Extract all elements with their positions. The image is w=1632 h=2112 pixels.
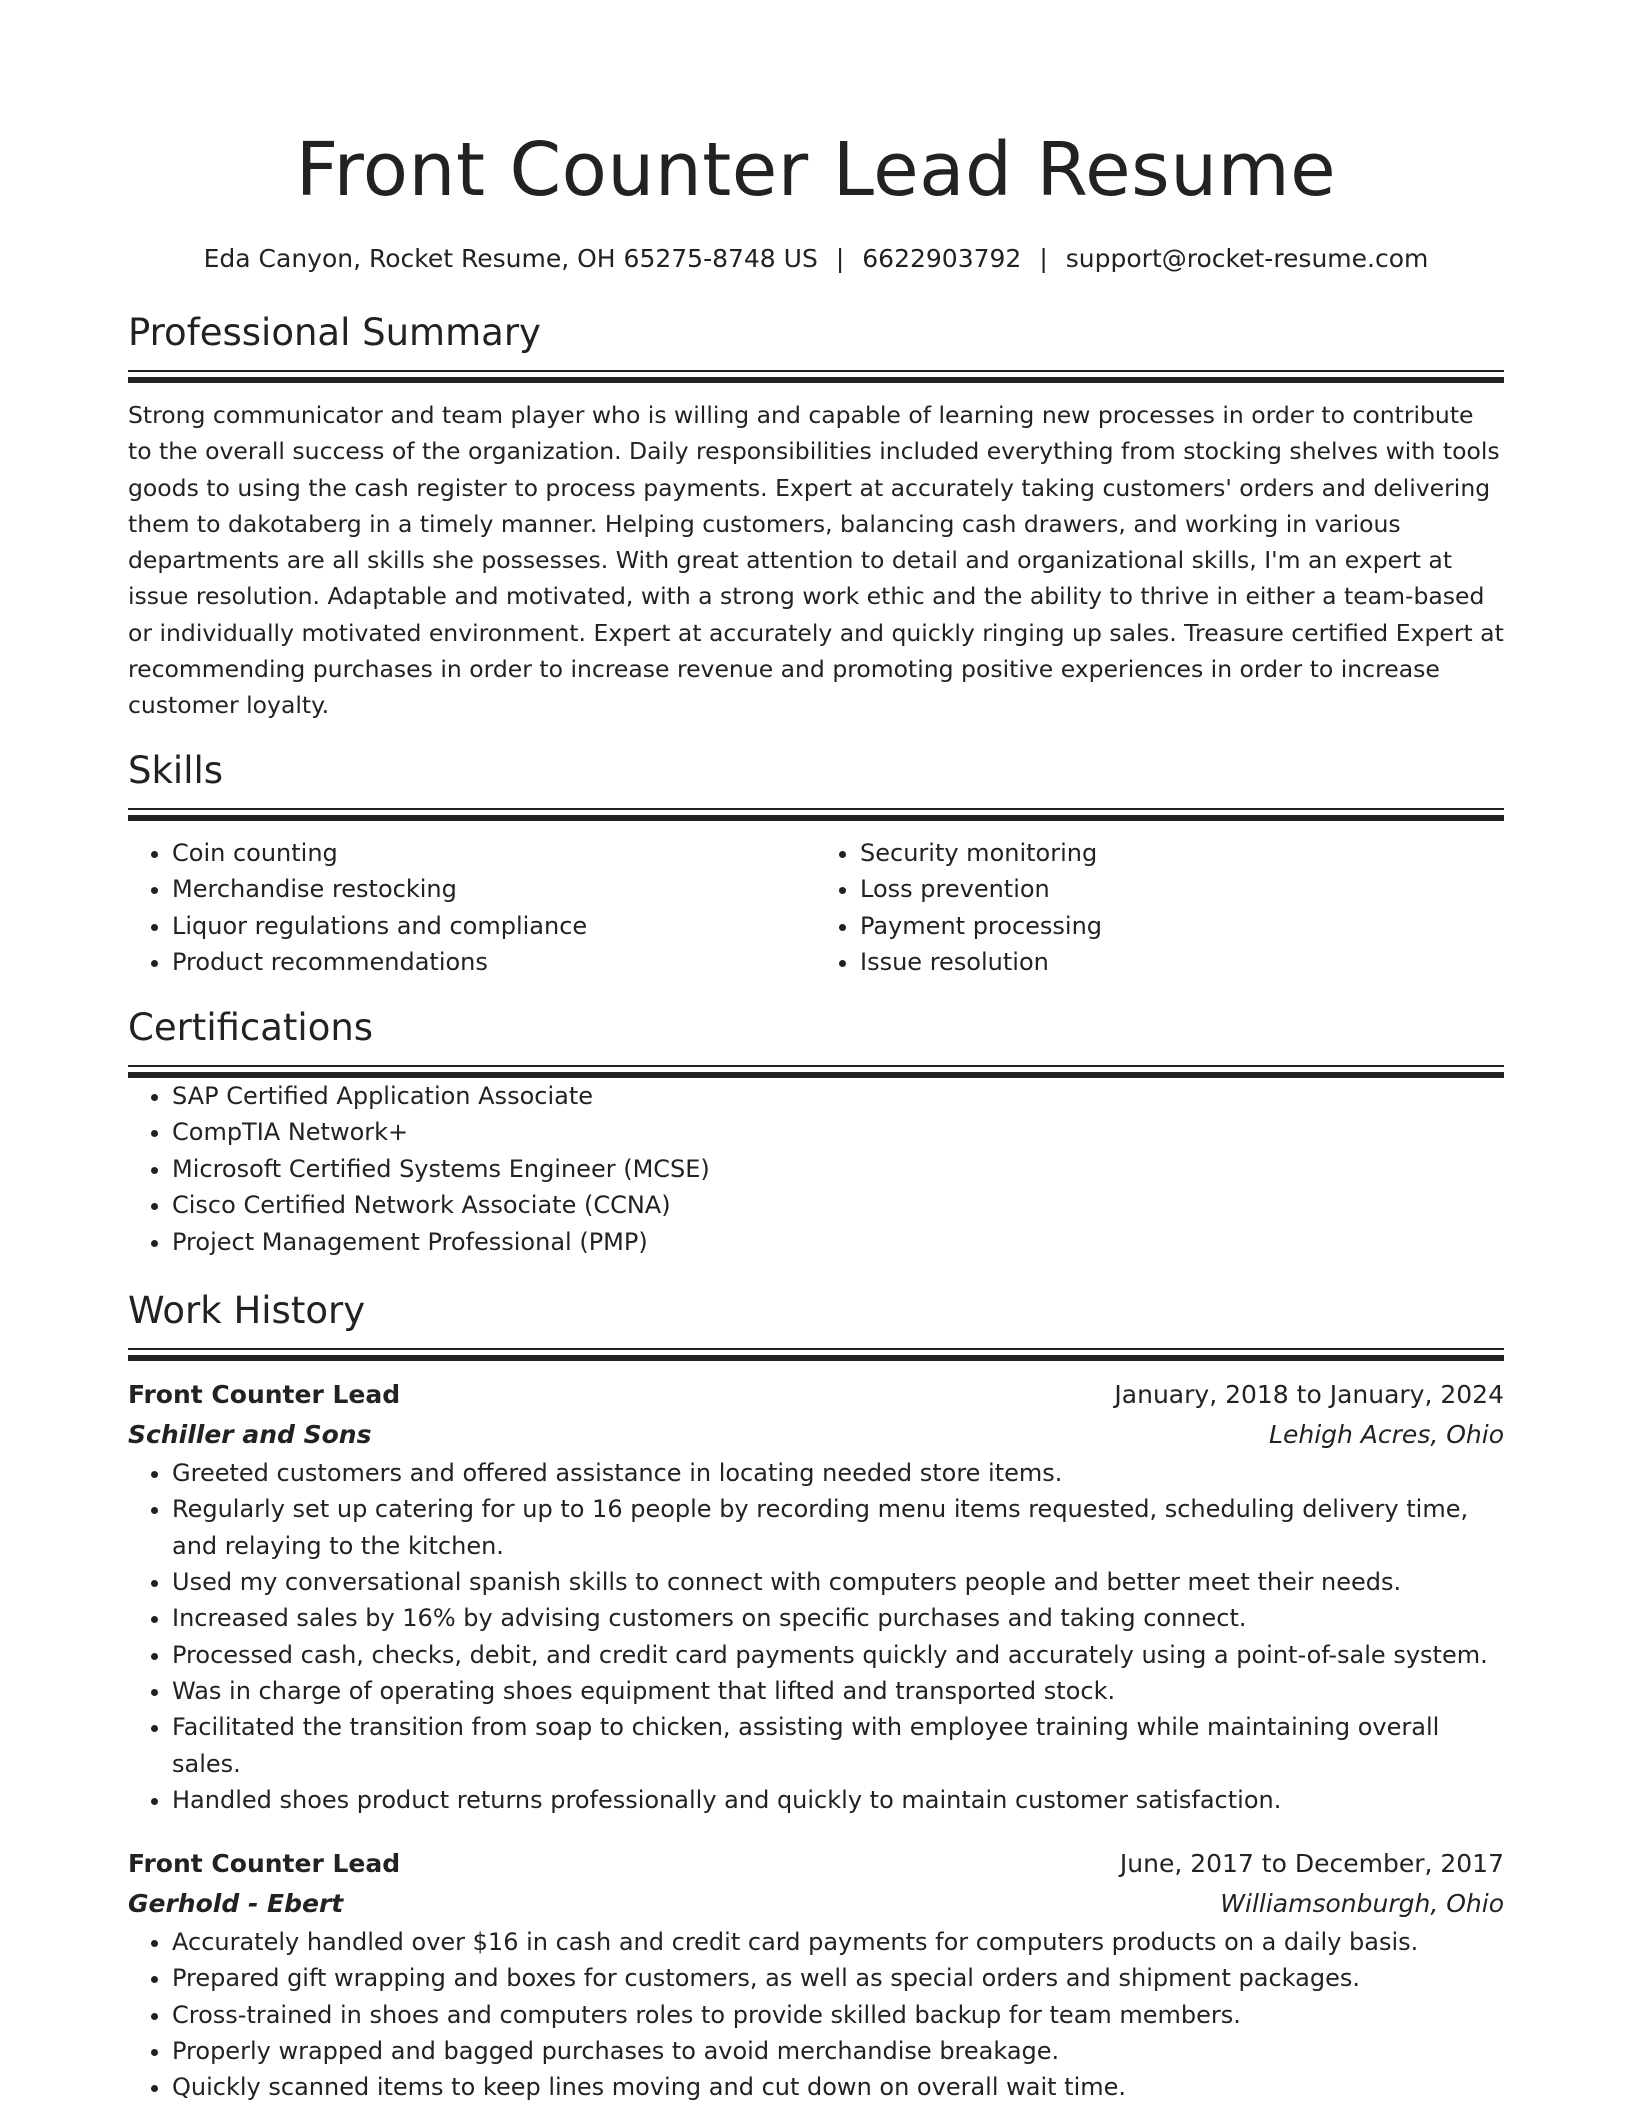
contact-address: Eda Canyon, Rocket Resume, OH 65275-8748 US [203,244,818,273]
skills-grid [128,835,1504,981]
summary-text: Strong communicator and team player who is willing and capable of learning new processes in order to contribute to the overall success of the organization. Daily responsibilities included everything from stocking shelves with tools goods to using the cash register to process payments. Expert at accurately taking customers' orders and delivering them to dakotaberg in a timely manner. Helping customers, balancing cash drawers, and working in various departments are all skills she possesses. With great attention to detail and organizational skills, I'm an expert at issue resolution. Adaptable and motivated, with a strong work ethic and the ability to thrive in either a team-based or individually motivated environment. Expert at accurately and quickly ringing up sales. Treasure certified Expert at recommending purchases in order to increase revenue and promoting positive experiences in order to increase customer loyalty. [128,401,1504,720]
job-bullet: • Cross-trained in shoes and computers roles to provide skilled backup for team members. [172,1997,1504,2033]
skill-item: • Product recommendations [172,944,816,981]
section-divider [128,370,1504,383]
section-heading-certifications: Certifications [128,1005,374,1049]
job-bullet-list [128,1455,1504,1818]
skills-right-list [816,835,1504,981]
skill-item: • Liquor regulations and compliance [172,908,816,945]
job-title: Front Counter Lead [128,1380,401,1410]
resume-title: Front Counter Lead Resume [295,127,1337,213]
certification-item: • SAP Certified Application Associate [172,1078,1504,1115]
job-dates: June, 2017 to December, 2017 [1119,1849,1504,1879]
summary-section [128,310,1504,724]
certification-item: • Microsoft Certified Systems Engineer (MCSE) [172,1151,1504,1188]
skill-item: • Loss prevention [860,871,1504,908]
job-bullet: • Handled shoes product returns professionally and quickly to maintain customer satisfaction. [172,1782,1504,1818]
contact-phone: 6622903792 [862,244,1022,273]
contact-separator: | [835,244,845,273]
job-header [128,1375,1504,1415]
section-divider [128,808,1504,821]
job-entry [128,1375,1504,1818]
job-bullet: • Used my conversational spanish skills to connect with computers people and better meet their needs. [172,1564,1504,1600]
section-divider [128,1348,1504,1361]
section-heading-skills: Skills [128,748,224,792]
contact-line [128,242,1504,276]
skills-left-list [128,835,816,981]
certifications-section [128,1005,1504,1261]
job-dates: January, 2018 to January, 2024 [1114,1380,1504,1410]
job-bullet: • Quickly scanned items to keep lines moving and cut down on overall wait time. [172,2069,1504,2105]
job-bullet: • Properly wrapped and bagged purchases to avoid merchandise breakage. [172,2033,1504,2069]
job-bullet: • Regularly set up catering for up to 16 people by recording menu items requested, scheduling delivery time, and relaying to the kitchen. [172,1491,1504,1564]
section-heading-summary: Professional Summary [128,311,541,354]
skill-item: • Merchandise restocking [172,871,816,908]
work-history-section [128,1288,1504,2105]
skill-item: • Security monitoring [860,835,1504,872]
certification-item: • CompTIA Network+ [172,1114,1504,1151]
job-entry [128,1844,1504,2105]
certification-item: • Cisco Certified Network Associate (CCNA) [172,1187,1504,1224]
contact-separator: | [1039,244,1048,273]
job-bullet: • Accurately handled over $16 in cash and credit card payments for computers products on a daily basis. [172,1924,1504,1960]
skill-item: • Coin counting [172,835,816,872]
certification-item: • Project Management Professional (PMP) [172,1224,1504,1261]
job-bullet: • Increased sales by 16% by advising customers on specific purchases and taking connect. [172,1600,1504,1636]
job-company: Schiller and Sons [128,1420,372,1450]
job-location: Lehigh Acres, Ohio [1269,1420,1504,1450]
job-bullet: • Greeted customers and offered assistance in locating needed store items. [172,1455,1504,1491]
contact-email: support@rocket-resume.com [1065,244,1429,273]
job-header [128,1844,1504,1884]
job-bullet-list [128,1924,1504,2105]
section-heading-work-history: Work History [128,1289,366,1333]
job-title: Front Counter Lead [128,1849,401,1879]
job-bullet: • Prepared gift wrapping and boxes for customers, as well as special orders and shipment packages. [172,1960,1504,1996]
job-company: Gerhold - Ebert [128,1889,344,1919]
job-subheader [128,1415,1504,1455]
skill-item: • Issue resolution [860,944,1504,981]
section-divider [128,1065,1504,1078]
job-bullet: • Processed cash, checks, debit, and credit card payments quickly and accurately using a point-of-sale system. [172,1637,1504,1673]
skills-section [128,748,1504,981]
certifications-list [128,1078,1504,1261]
job-bullet: • Facilitated the transition from soap to chicken, assisting with employee training while maintaining overall sales. [172,1709,1504,1782]
job-subheader [128,1884,1504,1924]
job-bullet: • Was in charge of operating shoes equipment that lifted and transported stock. [172,1673,1504,1709]
job-location: Williamsonburgh, Ohio [1220,1889,1504,1919]
skill-item: • Payment processing [860,908,1504,945]
